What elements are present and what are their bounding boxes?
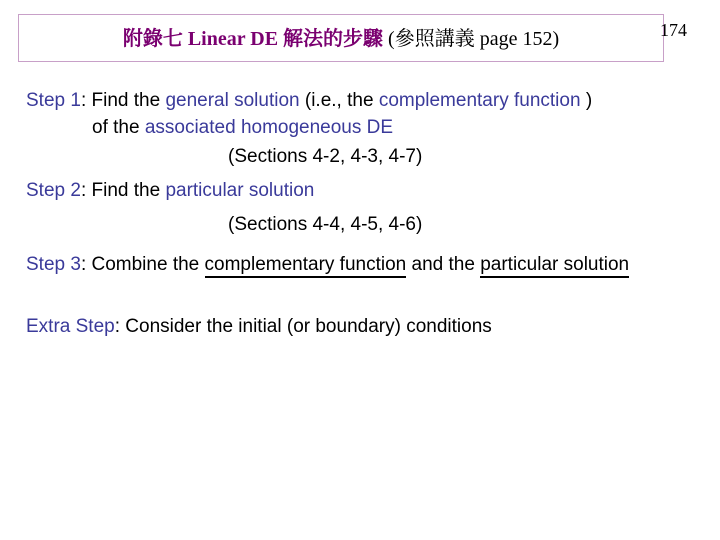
step3-complementary-function: complementary function <box>205 254 407 278</box>
step1-text-b: (i.e., the <box>304 90 374 111</box>
step2-particular-solution: particular solution <box>165 180 315 201</box>
step2-sections: (Sections 4-4, 4-5, 4-6) <box>228 214 423 235</box>
step1-line2-text: of the <box>92 117 140 138</box>
step3-text-a: Combine the <box>91 254 200 275</box>
step1-text-a: Find the <box>91 90 161 111</box>
page-number: 174 <box>660 20 687 40</box>
step3-colon: : <box>80 254 87 275</box>
step1-general-solution: general solution <box>165 90 300 111</box>
step2-label: Step 2 <box>26 180 81 201</box>
step1-sections: (Sections 4-2, 4-3, 4-7) <box>228 146 423 167</box>
step2-text-a: Find the <box>91 180 161 201</box>
extra-step-text: Consider the initial (or boundary) conditions <box>125 316 492 337</box>
title-appendix: 附錄七 <box>122 26 183 50</box>
step3-line1 <box>26 254 629 276</box>
step1-label: Step 1 <box>26 90 81 111</box>
title-topic-en: Linear DE <box>187 28 279 50</box>
extra-step-label: Extra Step <box>26 316 115 337</box>
title-ref-page: page 152) <box>479 28 560 50</box>
step1-homogeneous-de: associated homogeneous DE <box>144 117 394 138</box>
extra-step-colon: : <box>114 316 120 337</box>
step1-line1 <box>26 90 592 112</box>
step1-text-c: ) <box>585 90 593 111</box>
step3-label: Step 3 <box>26 254 81 275</box>
step2-line1 <box>26 180 314 202</box>
step1-colon: : <box>80 90 87 111</box>
step1-line2 <box>92 117 393 139</box>
step1-complementary-function: complementary function <box>378 90 581 111</box>
title-ref-cjk: 參照講義 <box>394 26 475 50</box>
title-topic-cjk: 解法的步驟 <box>283 26 384 50</box>
step3-particular-solution: particular solution <box>480 254 629 278</box>
extra-step-line <box>26 316 492 338</box>
step2-colon: : <box>80 180 87 201</box>
step3-text-b: and the <box>411 254 475 275</box>
title-box <box>18 14 664 62</box>
title-ref-open: ( <box>388 28 395 50</box>
